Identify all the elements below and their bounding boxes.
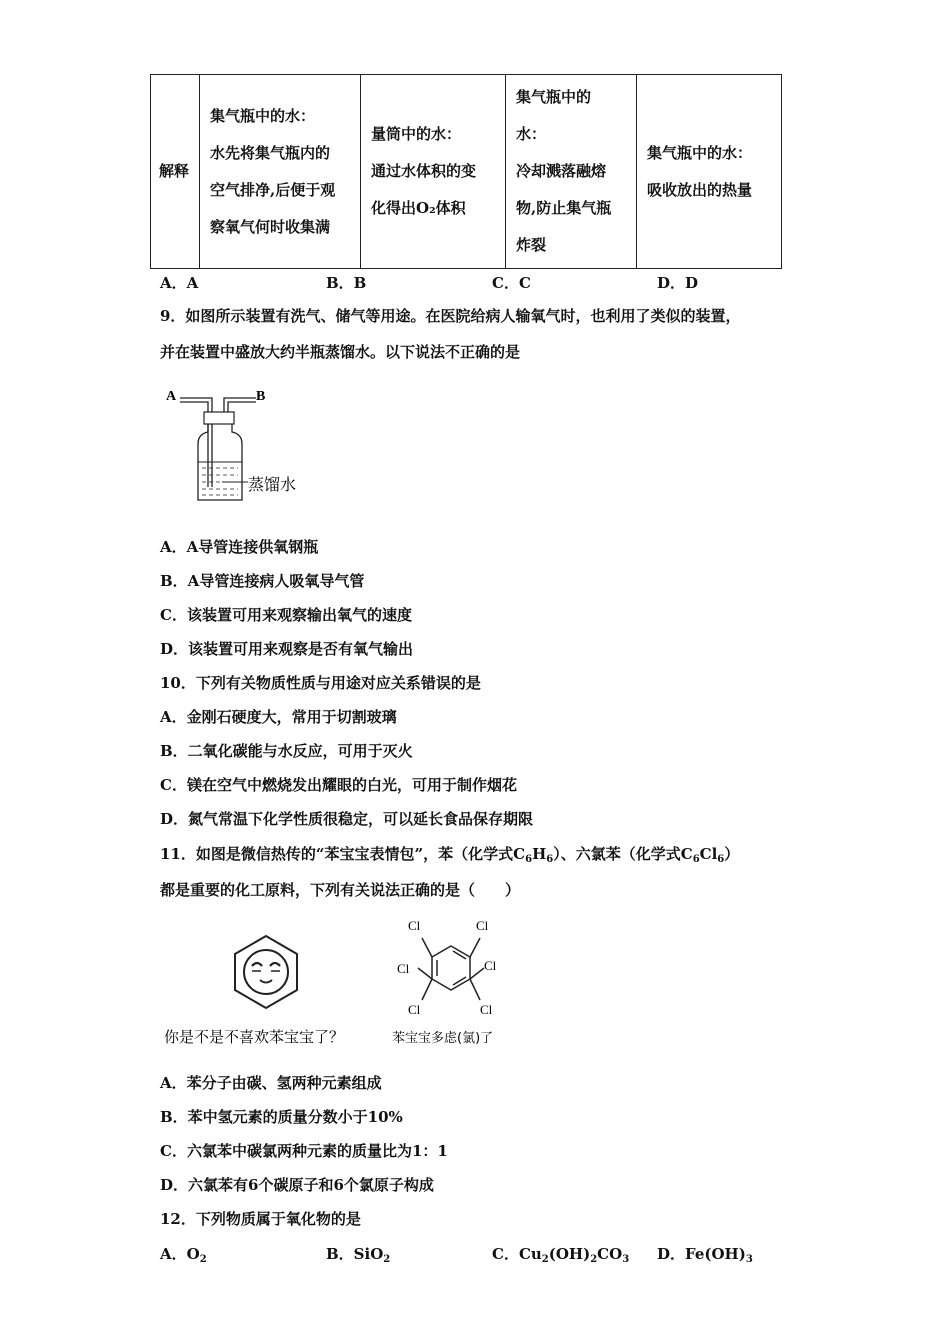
q11-stem-line2: 都是重要的化工原料，下列有关说法正确的是（ ）	[160, 881, 521, 899]
cell-c	[506, 75, 637, 269]
cl-label: Cl	[408, 1002, 421, 1017]
row-label: 解释	[151, 75, 200, 269]
q9-stem-line2: 并在装置中盛放大约半瓶蒸馏水。以下说法不正确的是	[160, 343, 521, 361]
benzene-face-circle	[244, 950, 288, 994]
option-text: C．Cu	[492, 1245, 542, 1263]
q9-stem-line1: 9．如图所示装置有洗气、储气等用途。在医院给病人输氧气时，也利用了类似的装置，	[160, 307, 741, 325]
formula-subscript: 2	[383, 1254, 391, 1265]
q8-option-b[interactable]: B．B	[326, 274, 367, 292]
q9-option-c[interactable]: C．该装置可用来观察输出氧气的速度	[160, 606, 412, 624]
cell-d-line: 吸收放出的热量	[647, 180, 753, 199]
cell-b-line: 化得出O₂体积	[371, 199, 466, 217]
formula-subscript: 3	[745, 1254, 753, 1265]
formula-subscript: 6	[525, 854, 533, 865]
option-text: D．Fe(OH)	[657, 1245, 746, 1263]
q12-option-a[interactable]	[160, 1243, 207, 1265]
formula-part: Cl	[699, 845, 718, 863]
q9-option-d[interactable]: D．该装置可用来观察是否有氧气输出	[160, 640, 414, 658]
option-text: (OH)	[548, 1245, 591, 1263]
q10-option-a[interactable]: A．金刚石硬度大，常用于切割玻璃	[160, 708, 397, 726]
formula-subscript: 2	[541, 1254, 549, 1265]
q10-option-b[interactable]: B．二氧化碳能与水反应，可用于灭火	[160, 742, 413, 760]
cell-d-line: 集气瓶中的水：	[647, 143, 753, 162]
formula-subscript: 6	[692, 854, 700, 865]
q9-option-b[interactable]: B．A导管连接病人吸氧导气管	[160, 572, 365, 590]
caption-left: 你是不是不喜欢苯宝宝了？	[164, 1028, 345, 1046]
caption-right: 苯宝宝多虑(氯)了	[392, 1031, 494, 1046]
q8-option-a[interactable]: A．A	[160, 274, 199, 292]
formula-subscript: 6	[546, 854, 554, 865]
formula-subscript: 6	[717, 854, 725, 865]
q8-option-c[interactable]: C．C	[492, 274, 531, 292]
cell-c-line: 水：	[516, 125, 547, 143]
q11-stem-part: ）、六氯苯（化学式	[553, 845, 681, 863]
cell-c-line: 物,防止集气瓶	[516, 199, 612, 217]
formula-part: C	[513, 845, 526, 863]
formula-part: H	[532, 845, 547, 863]
option-text: CO	[597, 1245, 623, 1263]
q11-option-b[interactable]: B．苯中氢元素的质量分数小于10%	[160, 1108, 403, 1126]
cell-a-line: 察氧气何时收集满	[210, 217, 331, 236]
benzene-meme-figure	[160, 910, 520, 1052]
formula-subscript: 3	[622, 1254, 630, 1265]
q11-stem-part: 11．如图是微信热传的“苯宝宝表情包”，苯（化学式	[160, 845, 514, 863]
q10-option-d[interactable]: D．氮气常温下化学性质很稳定，可以延长食品保存期限	[160, 810, 534, 828]
cl-label: Cl	[397, 961, 410, 976]
cl-label: Cl	[408, 918, 421, 933]
q10-stem: 10．下列有关物质性质与用途对应关系错误的是	[160, 674, 481, 692]
label-distilled-water: 蒸馏水	[248, 475, 297, 494]
cell-c-line: 炸裂	[516, 236, 547, 254]
q11-stem-part: ）	[724, 845, 740, 863]
q10-option-c[interactable]: C．镁在空气中燃烧发出耀眼的白光，可用于制作烟花	[160, 776, 517, 794]
q12-option-c[interactable]	[492, 1243, 629, 1265]
cell-a-line: 水先将集气瓶内的	[210, 143, 331, 162]
q12-stem: 12．下列物质属于氧化物的是	[160, 1210, 361, 1228]
gas-washing-bottle-figure	[160, 382, 320, 504]
cell-c-line: 冷却溅落融熔	[516, 162, 607, 180]
cell-b	[361, 75, 506, 269]
cl-label: Cl	[484, 958, 497, 973]
formula-subscript: 2	[199, 1254, 207, 1265]
cell-a	[200, 75, 361, 269]
cell-b-line: 通过水体积的变	[371, 162, 477, 180]
option-text: B．SiO	[326, 1245, 384, 1263]
cell-d	[637, 75, 782, 269]
q11-option-c[interactable]: C．六氯苯中碳氯两种元素的质量比为1：1	[160, 1142, 448, 1160]
cell-b-line: 量筒中的水：	[371, 125, 462, 143]
cl-label: Cl	[480, 1002, 493, 1017]
q12-option-d[interactable]	[657, 1243, 753, 1265]
q11-option-a[interactable]: A．苯分子由碳、氢两种元素组成	[160, 1074, 382, 1092]
formula-subscript: 2	[590, 1254, 598, 1265]
cell-a-line: 集气瓶中的水：	[210, 106, 316, 125]
cell-a-line: 空气排净,后便于观	[210, 180, 336, 199]
explanation-table	[150, 74, 782, 269]
cl-label: Cl	[476, 918, 489, 933]
q8-option-d[interactable]: D．D	[657, 274, 699, 292]
cell-c-line: 集气瓶中的	[516, 88, 592, 106]
label-a: A	[166, 389, 177, 404]
formula-part: C	[680, 845, 693, 863]
q11-stem-line1	[160, 844, 739, 870]
option-text: A．O	[160, 1245, 200, 1263]
q9-option-a[interactable]: A．A导管连接供氧钢瓶	[160, 538, 319, 556]
label-b: B	[256, 389, 266, 404]
q11-option-d[interactable]: D．六氯苯有6个碳原子和6个氯原子构成	[160, 1176, 434, 1194]
q12-option-b[interactable]	[326, 1243, 390, 1265]
